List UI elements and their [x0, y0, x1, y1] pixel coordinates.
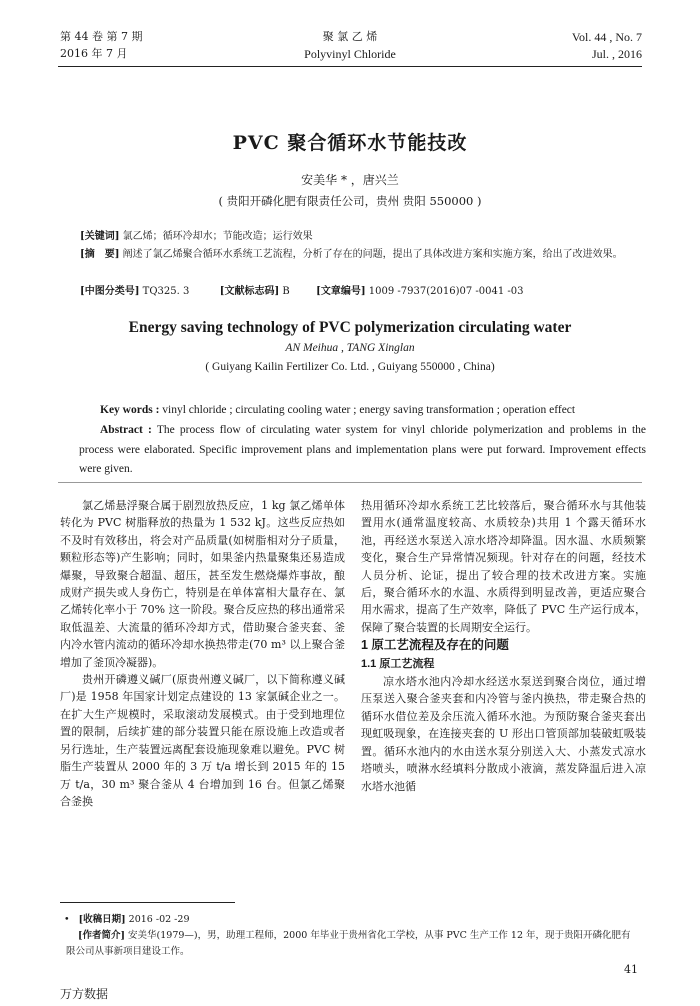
abstract-separator	[58, 482, 642, 483]
body-left-paragraph-2: 贵州开磷遵义碱厂(原贵州遵义碱厂，以下简称遵义碱厂)是 1958 年国家计划定点建设的 13 家氯碱企业之一。在扩大生产规模时，采取滚动发展模式。由于受到地理位置的限制，后续扩建的部分装置只能在原设施上改造或者另行选址，生产装置远离配套设施现象难以避免。PVC 树脂生产装置从 2000 年的 3 万 t/a 增长到 2015 年的 15 万 t/a，30 m³ 聚合釜从 4 台增加到 16 台。但氯乙烯聚合釜换	[60, 673, 345, 808]
body-left-paragraph-1: 氯乙烯悬浮聚合属于剧烈放热反应，1 kg 氯乙烯单体转化为 PVC 树脂释放的热量为 1 532 kJ。这些反应热如不及时有效移出，将会对产品质量(如树脂相对分子质量，颗粒形态等)产生影响；同时，如果釜内热量聚集还易造成爆聚，导致聚合超温、超压，甚至发生燃烧爆炸事故，酿成财产损失或人身伤亡，特别是在单体富相大量存在、氯乙烯转化率小于 70% 这一阶段。聚合反应热的移出通常采取低温差、大流量的循环冷却方式，借助聚合釜夹套、釜内冷水管内流动的循环冷却水换热带走(70 m³ 以上聚合釜增加了釜顶冷凝器)。	[60, 499, 345, 669]
clc-label: [中图分类号]	[80, 286, 140, 297]
author-bio-label: [作者简介]	[78, 930, 125, 941]
abstract-en-label: Abstract :	[100, 424, 152, 436]
header-volume-en: Vol. 44 , No. 7	[571, 30, 642, 44]
section-heading-1: 1 原工艺流程及存在的问题	[361, 638, 509, 653]
keywords-en-label: Key words :	[100, 404, 160, 416]
abstract-en-text: The process flow of circulating water system for vinyl chloride polymerization and problems in the process were elaborated. Specific improvement plans and implementation plans were put forward. Improvement effects were given.	[79, 424, 647, 475]
header-date-en: Jul. , 2016	[591, 47, 642, 61]
header-date-cn: 2016 年 7 月	[60, 47, 128, 60]
page-number: 41	[624, 963, 638, 976]
author-bio-value: 安美华(1979—)，男，助理工程师，2000 年毕业于贵州省化工学校，从事 PVC 生产工作 12 年，现于贵阳开磷化肥有限公司从事新项目建设工作。	[66, 930, 631, 957]
footnote-rule	[60, 902, 235, 903]
authors-cn: 安美华 * ，唐兴兰	[301, 173, 399, 187]
abstract-en	[79, 421, 646, 480]
authors-en: AN Meihua , TANG Xinglan	[285, 342, 415, 354]
clc-value: TQ325. 3	[142, 286, 190, 297]
header-journal-en: Polyvinyl Chloride	[304, 47, 396, 61]
body-right-column	[361, 497, 646, 795]
footnote-author	[66, 928, 638, 960]
received-label: [收稿日期]	[78, 914, 126, 925]
classification-line	[80, 284, 640, 300]
doc-code-value: B	[282, 286, 290, 297]
header-volume-cn: 第 44 卷 第 7 期	[60, 30, 143, 43]
page-title-en: Energy saving technology of PVC polymerization circulating water	[128, 319, 572, 336]
received-value: 2016 -02 -29	[128, 914, 190, 925]
keywords-cn	[80, 229, 640, 245]
abstract-cn-label: [摘 要]	[80, 249, 120, 260]
watermark: 万方数据	[60, 987, 109, 1001]
header-rule	[58, 66, 642, 67]
body-right-paragraph-2: 凉水塔水池内冷却水经送水泵送到聚合岗位，通过增压泵送入聚合釜夹套和内冷管与釜内换热，带走聚合热的循环水借位差及余压流入循环水池。为预防聚合釜夹套出现虹吸现象，在连接夹套的 U 形出口管顶部加装破虹吸装置。循环水池内的水由送水泵分别送入大、小蒸发式凉水塔喷头，喷淋水经填料分散成小液滴，蒸发降温后进入凉水塔水池循	[361, 675, 646, 793]
doc-code-label: [文献标志码]	[219, 286, 280, 297]
abstract-cn-text: 阐述了氯乙烯聚合循环水系统工艺流程，分析了存在的问题，提出了具体改进方案和实施方案，给出了改进效果。	[122, 249, 623, 260]
article-number-value: 1009 -7937(2016)07 -0041 -03	[368, 286, 524, 297]
abstract-cn	[66, 247, 640, 263]
keywords-en	[100, 401, 645, 419]
footnote-received: • [收稿日期] 2016 -02 -29	[64, 914, 190, 925]
body-left-column	[60, 497, 345, 810]
body-right-paragraph-1: 热用循环冷却水系统工艺比较落后，聚合循环水与其他装置用水(通常温度较高、水质较杂)共用 1 个露天循环水池，再经送水泵送入凉水塔冷却降温。因水温、水质频繁变化，聚合生产异常情况频现。针对存在的问题，经技术人员分析、论证，提出了较合理的技术改进方案。实施后，聚合循环水的水温、水质得到明显改善，更适应聚合用水需求，提高了生产效率，降低了 PVC 生产运行成本，保障了聚合装置的长周期安全运行。	[361, 499, 646, 634]
affiliation-en: ( Guiyang Kailin Fertilizer Co. Ltd. , Guiyang 550000 , China)	[205, 361, 495, 373]
article-number-label: [文章编号]	[316, 286, 366, 297]
header-journal-cn: 聚 氯 乙 烯	[322, 30, 378, 43]
keywords-cn-label: [关键词]	[80, 231, 120, 242]
keywords-cn-text: 氯乙烯；循环冷却水；节能改造；运行效果	[122, 231, 313, 242]
page-title-cn: PVC 聚合循环水节能技改	[232, 132, 468, 154]
affiliation-cn: ( 贵阳开磷化肥有限责任公司，贵州 贵阳 550000 )	[218, 194, 482, 208]
keywords-en-text: vinyl chloride ; circulating cooling water ; energy saving transformation ; operation effect	[162, 404, 576, 416]
subsection-heading-1-1: 1.1 原工艺流程	[361, 657, 435, 670]
